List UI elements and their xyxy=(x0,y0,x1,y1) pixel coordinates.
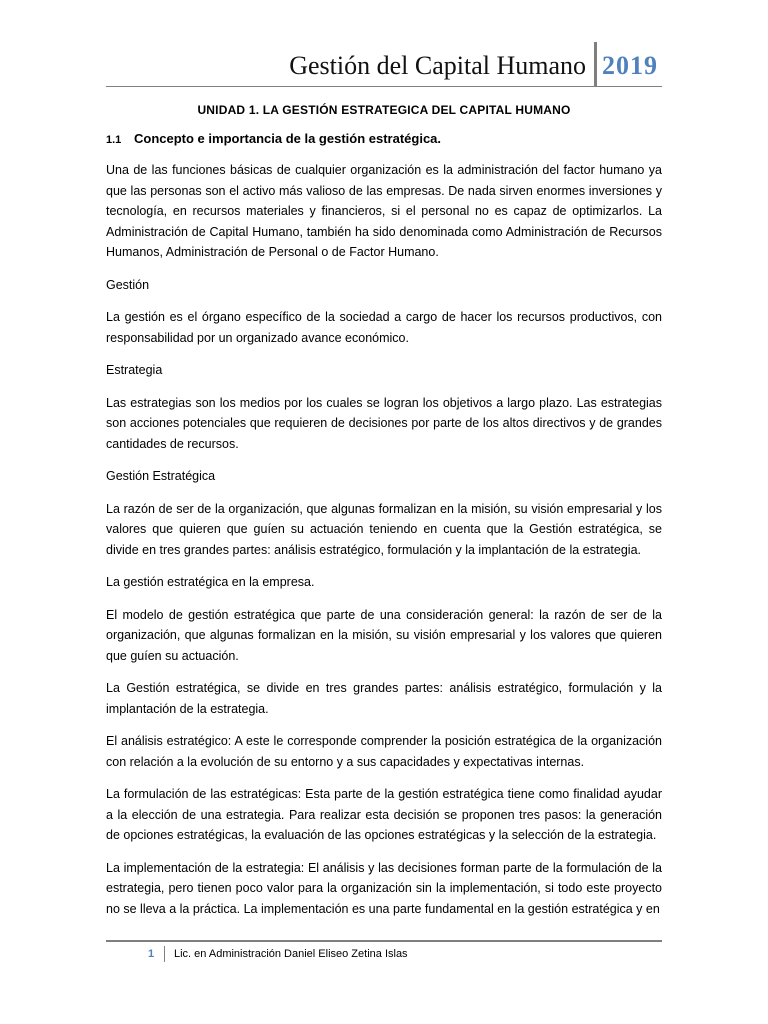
paragraph: La razón de ser de la organización, que algunas formalizan en la misión, su visión empresarial y los valores que quieren que guíen su actuación teniendo en cuenta que la Gestión estratégica, se divide en tres grandes partes: análisis estratégico, formulación y la implantación de la estrategia. xyxy=(106,501,662,557)
paragraph: La implementación de la estrategia: El análisis y las decisiones forman parte de la formulación de la estrategia, pero tienen poco valor para la organización sin la implementación, si todo este proyecto no se lleva a la práctica. La implementación es una parte fundamental en la gestión estratégica y en xyxy=(106,860,662,916)
paragraph: El modelo de gestión estratégica que parte de una consideración general: la razón de ser de la organización, que algunas formalizan en la misión, su visión empresarial y los valores que quieren que guíen su actuación. xyxy=(106,607,662,663)
footer-rule xyxy=(106,940,662,942)
header-rule xyxy=(106,86,662,87)
section-title: Concepto e importancia de la gestión estratégica. xyxy=(134,130,442,146)
subheading: Gestión xyxy=(106,277,150,292)
section-heading xyxy=(106,129,662,151)
footer-author: Lic. en Administración Daniel Eliseo Zetina Islas xyxy=(174,948,408,960)
paragraph: El análisis estratégico: A este le corresponde comprender la posición estratégica de la organización con relación a la evolución de su entorno y a sus capacidades y expectativas internas. xyxy=(106,734,662,769)
page-body xyxy=(106,100,662,931)
header-year: 2019 xyxy=(602,51,658,80)
paragraph: La Gestión estratégica, se divide en tres grandes partes: análisis estratégico, formulación y la implantación de la estrategia. xyxy=(106,681,662,716)
header-divider xyxy=(594,42,597,87)
paragraph: La formulación de las estratégicas: Esta parte de la gestión estratégica tiene como finalidad ayudar a la elección de una estrategia. Para realizar esta decisión se proponen tres pasos: la generación de opciones estratégicas, la evaluación de las opciones estratégicas y la selección de la estrategia. xyxy=(106,787,662,842)
body-text xyxy=(106,160,662,919)
subheading: Estrategia xyxy=(106,363,163,377)
header-title: Gestión del Capital Humano xyxy=(289,51,586,80)
page-number: 1 xyxy=(148,948,155,960)
section-number: 1.1 xyxy=(106,133,122,146)
paragraph: La gestión es el órgano específico de la sociedad a cargo de hacer los recursos productivos, con responsabilidad por un organizado avance económico. xyxy=(106,310,662,345)
subheading: La gestión estratégica en la empresa. xyxy=(106,575,315,589)
paragraph: Las estrategias son los medios por los cuales se logran los objetivos a largo plazo. Las estrategias son acciones potenciales que requieren de decisiones por parte de los altos directivos y de grandes cantidades de recursos. xyxy=(106,395,662,451)
unit-title: UNIDAD 1. LA GESTIÓN ESTRATEGICA DEL CAPITAL HUMANO xyxy=(197,103,571,117)
footer xyxy=(148,944,408,964)
footer-divider xyxy=(164,946,165,962)
subheading: Gestión Estratégica xyxy=(106,469,216,483)
paragraph: Una de las funciones básicas de cualquier organización es la administración del factor humano ya que las personas son el activo más valioso de las empresas. De nada sirven enormes inversiones y tecnología, en recursos materiales y financieros, si el personal no es capaz de optimizarlos. La Administración de Capital Humano, también ha sido denominada como Administración de Recursos Humanos, Administración de Personal o de Factor Humano. xyxy=(106,163,662,259)
